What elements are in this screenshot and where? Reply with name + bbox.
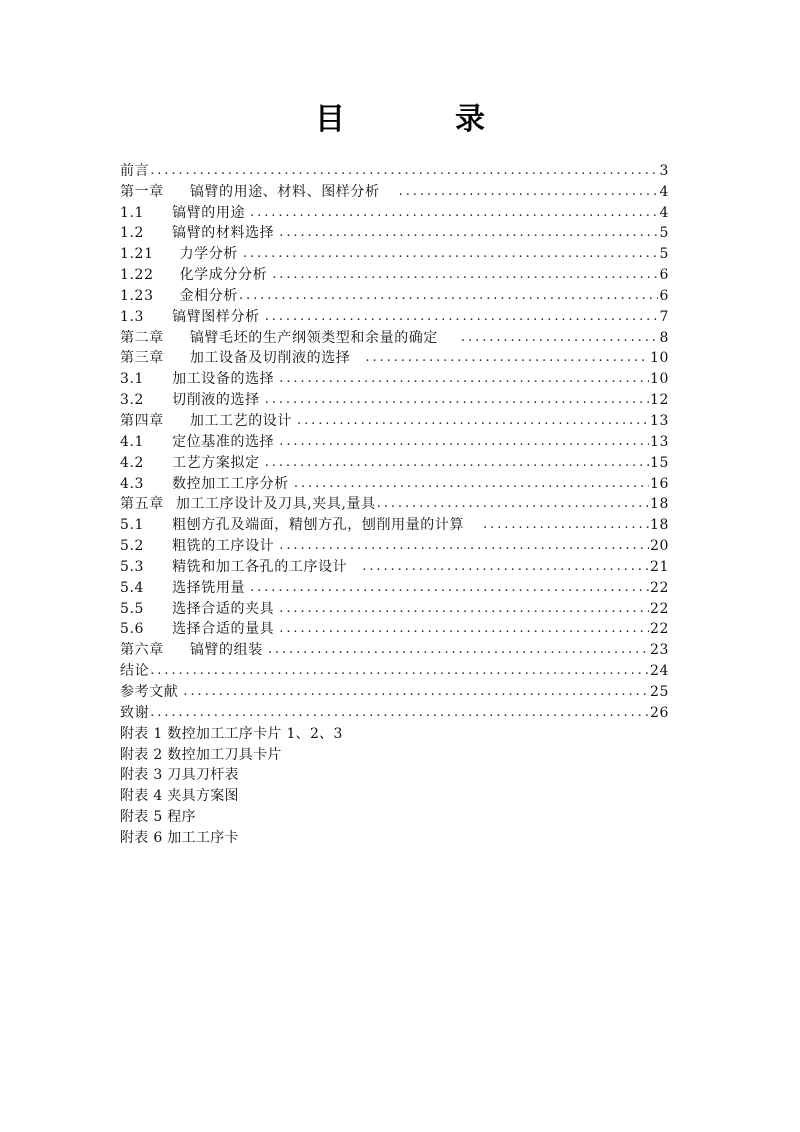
toc-entry-title: 选择合适的夹具 [172, 600, 275, 617]
toc-entry-title: 力学分析 [179, 246, 238, 263]
toc-entry-number: 3.2 [120, 392, 145, 409]
toc-entry-title: 加工设备及切削液的选择 [189, 350, 351, 367]
dot-leader [265, 390, 649, 410]
toc-entry-title: 镐臂的用途 [172, 204, 246, 221]
toc-entry-title: 镐臂图样分析 [172, 308, 260, 325]
toc-entry-title: 选择铣用量 [172, 579, 246, 596]
toc-entry-number: 1.3 [120, 308, 145, 325]
dot-leader [365, 348, 649, 368]
toc-entry-page-number: 23 [649, 642, 669, 659]
toc-entry-page-number: 13 [649, 412, 669, 429]
toc-entry-page-number: 12 [649, 392, 669, 409]
toc-entry-page-number: 15 [649, 454, 669, 471]
toc-entry-page-number: 18 [649, 496, 669, 513]
toc-entry[interactable] [120, 368, 669, 389]
dot-leader [279, 599, 649, 619]
appendix-entry[interactable] [120, 765, 669, 786]
dot-leader [294, 474, 649, 494]
toc-entry-number: 第二章 [120, 329, 164, 346]
toc-entry-number: 第三章 [120, 350, 164, 367]
toc-entry-page-number: 6 [659, 267, 669, 284]
toc-entry[interactable] [120, 577, 669, 598]
appendix-entry[interactable] [120, 744, 669, 765]
toc-entry-page-number: 6 [659, 287, 669, 304]
toc-entry-page-number: 26 [649, 704, 669, 721]
toc-entry[interactable] [120, 598, 669, 619]
dot-leader [150, 161, 658, 181]
toc-entry-number: 第六章 [120, 642, 164, 659]
dot-leader [272, 265, 658, 285]
toc-entry-title: 切削液的选择 [172, 392, 260, 409]
appendix-entry-title: 附表 3 刀具刀杆表 [120, 767, 239, 784]
toc-entry[interactable] [120, 327, 669, 348]
dot-leader [239, 286, 659, 306]
dot-leader [150, 661, 649, 681]
toc-entry[interactable] [120, 285, 669, 306]
toc-entry-number: 1.22 [120, 267, 154, 284]
appendix-entry-title: 附表 2 数控加工刀具卡片 [120, 746, 282, 763]
toc-entry[interactable] [120, 660, 669, 681]
toc-entry-title: 参考文献 [120, 683, 179, 700]
toc-entry-title: 镐臂的材料选择 [172, 225, 275, 242]
dot-leader [250, 203, 658, 223]
toc-entry[interactable] [120, 619, 669, 640]
toc-entry[interactable] [120, 389, 669, 410]
dot-leader [279, 432, 649, 452]
toc-entry-title: 前言 [120, 162, 150, 179]
toc-entry-number: 5.5 [120, 600, 145, 617]
toc-entry-number: 1.21 [120, 246, 154, 263]
toc-entry-title: 加工设备的选择 [172, 371, 275, 388]
toc-entry-title: 金相分析 [179, 287, 238, 304]
dot-leader [250, 578, 649, 598]
toc-entry-title: 粗铣的工序设计 [172, 538, 275, 555]
toc-entry-title: 数控加工工序分析 [172, 475, 289, 492]
toc-entry[interactable] [120, 452, 669, 473]
toc-entry-page-number: 5 [659, 225, 669, 242]
appendix-entry[interactable] [120, 785, 669, 806]
appendix-entry-title: 附表 1 数控加工工序卡片 1、2、3 [120, 725, 343, 742]
dot-leader [265, 453, 649, 473]
toc-entry-page-number: 21 [649, 558, 669, 575]
dot-leader [483, 515, 649, 535]
toc-entry-title: 选择合适的量具 [172, 621, 275, 638]
toc-entry-number: 4.1 [120, 433, 145, 450]
toc-entry-page-number: 18 [649, 517, 669, 534]
toc-entry-title: 镐臂的用途、材料、图样分析 [189, 183, 380, 200]
toc-entry-title: 加工工序设计及刀具,夹具,量具 [175, 496, 376, 513]
toc-entry[interactable] [120, 243, 669, 264]
appendix-entry-title: 附表 5 程序 [120, 809, 196, 826]
dot-leader [377, 494, 649, 514]
toc-entry[interactable] [120, 160, 669, 181]
toc-entry[interactable] [120, 702, 669, 723]
toc-entry-page-number: 10 [649, 371, 669, 388]
toc-entry-number: 第一章 [120, 183, 164, 200]
toc-entry-page-number: 4 [659, 204, 669, 221]
toc-entry-number: 第五章 [120, 496, 164, 513]
toc-entry-title: 加工工艺的设计 [189, 412, 293, 429]
dot-leader [268, 640, 649, 660]
dot-leader [297, 411, 649, 431]
toc-entry[interactable] [120, 202, 669, 223]
toc-entry-number: 5.1 [120, 517, 145, 534]
toc-entry-title: 化学成分分析 [179, 267, 268, 284]
toc-entry-page-number: 4 [659, 183, 669, 200]
toc-entry[interactable] [120, 535, 669, 556]
toc-entry-title: 镐臂的组装 [189, 642, 263, 659]
toc-entry[interactable] [120, 639, 669, 660]
toc-entry-page-number: 25 [649, 683, 669, 700]
toc-entry-page-number: 5 [659, 246, 669, 263]
toc-entry-title: 粗刨方孔及端面，精刨方孔，刨削用量的计算 [172, 517, 465, 534]
toc-entry-page-number: 22 [649, 621, 669, 638]
toc-entry[interactable] [120, 431, 669, 452]
dot-leader [265, 307, 659, 327]
appendix-entry-title: 附表 6 加工工序卡 [120, 830, 239, 846]
toc-entry[interactable] [120, 306, 669, 327]
toc-entry-page-number: 24 [649, 663, 669, 680]
page-title: 目 录 [315, 102, 525, 137]
toc-entry[interactable] [120, 681, 669, 702]
toc-entry-page-number: 7 [659, 308, 669, 325]
toc-entry[interactable] [120, 264, 669, 285]
toc-entry-page-number: 20 [649, 538, 669, 555]
dot-leader [279, 223, 658, 243]
dot-leader [279, 536, 649, 556]
appendix-entry[interactable] [120, 827, 669, 848]
dot-leader [183, 682, 649, 702]
toc-entry-page-number: 10 [649, 350, 669, 367]
appendix-entry-title: 附表 4 夹具方案图 [120, 788, 239, 805]
toc-entry[interactable] [120, 410, 669, 431]
toc-entry[interactable] [120, 181, 669, 202]
dot-leader [461, 328, 658, 348]
dot-leader [279, 369, 649, 389]
toc-entry[interactable] [120, 473, 669, 494]
appendix-list [120, 723, 669, 848]
toc-entry-number: 1.1 [120, 204, 145, 221]
toc-entry-page-number: 13 [649, 433, 669, 450]
toc-entry-page-number: 22 [649, 579, 669, 596]
toc-entry-number: 4.3 [120, 475, 145, 492]
toc-entry-number: 5.2 [120, 538, 145, 555]
toc-entry-title: 定位基准的选择 [172, 433, 275, 450]
toc-entry[interactable] [120, 514, 669, 535]
toc-entry-page-number: 16 [649, 475, 669, 492]
toc-entry-number: 1.23 [120, 287, 154, 304]
toc-entry[interactable] [120, 494, 669, 515]
toc-entry-number: 3.1 [120, 371, 145, 388]
appendix-entry[interactable] [120, 723, 669, 744]
dot-leader [150, 703, 649, 723]
toc-entry-title: 精铣和加工各孔的工序设计 [172, 558, 348, 575]
toc-entry[interactable] [120, 556, 669, 577]
dot-leader [243, 244, 659, 264]
toc-entry-number: 第四章 [120, 412, 164, 429]
dot-leader [362, 557, 649, 577]
toc-entry[interactable] [120, 223, 669, 244]
toc-entry-title: 工艺方案拟定 [172, 454, 260, 471]
dot-leader [279, 619, 649, 639]
toc-entry-number: 1.2 [120, 225, 145, 242]
toc-entry-number: 4.2 [120, 454, 145, 471]
toc-entry-page-number: 8 [659, 329, 669, 346]
toc-entry-title: 致谢 [120, 704, 150, 721]
toc-entry-page-number: 3 [659, 162, 669, 179]
toc-entry-title: 结论 [120, 663, 150, 680]
dot-leader [399, 182, 659, 202]
toc-entry-number: 5.3 [120, 558, 145, 575]
table-of-contents [120, 160, 669, 723]
toc-entry-title: 镐臂毛坯的生产纲领类型和余量的确定 [189, 329, 439, 346]
toc-entry-number: 5.4 [120, 579, 145, 596]
appendix-entry[interactable] [120, 806, 669, 827]
toc-entry[interactable] [120, 348, 669, 369]
toc-entry-page-number: 22 [649, 600, 669, 617]
toc-entry-number: 5.6 [120, 621, 145, 638]
